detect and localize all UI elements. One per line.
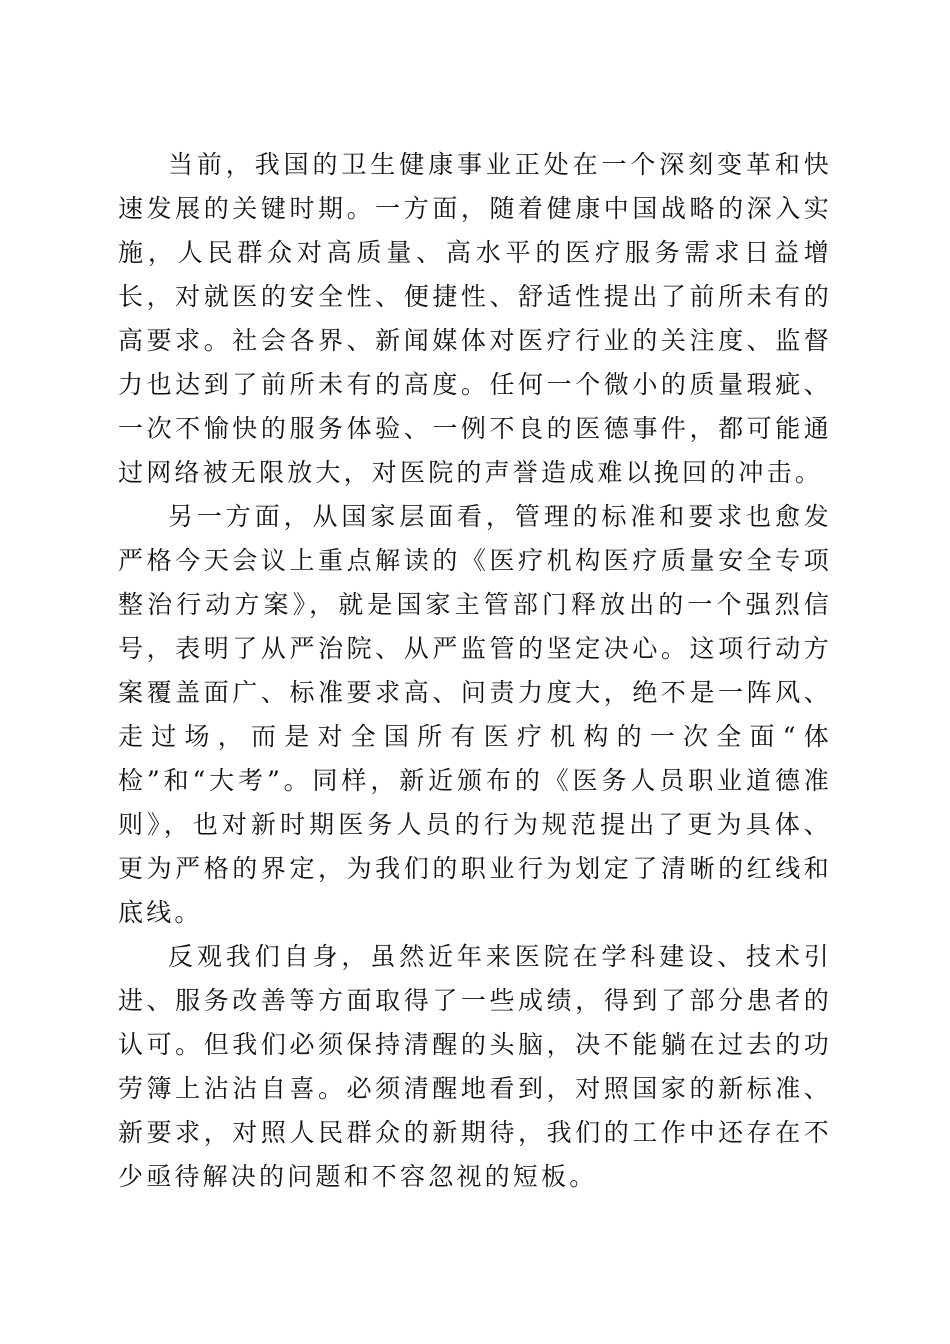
- document-body: [118, 143, 832, 1199]
- paragraph-3: 反观我们自身，虽然近年来医院在学科建设、技术引进、服务改善等方面取得了一些成绩，得到了部分患者的认可。但我们必须保持清醒的头脑，决不能躺在过去的功劳簿上沾沾自喜。必须清醒地看到，对照国家的新标准、新要求，对照人民群众的新期待，我们的工作中还存在不少亟待解决的问题和不容忽视的短板。: [118, 942, 832, 1191]
- paragraph-2: 另一方面，从国家层面看，管理的标准和要求也愈发严格今天会议上重点解读的《医疗机构医疗质量安全专项整治行动方案》，就是国家主管部门释放出的一个强烈信号，表明了从严治院、从严监管的坚定决心。这项行动方案覆盖面广、标准要求高、问责力度大，绝不是一阵风、走过场，而是对全国所有医疗机构的一次全面“体检”和“大考”。同样，新近颁布的《医务人员职业道德准则》，也对新时期医务人员的行为规范提出了更为具体、更为严格的界定，为我们的职业行为划定了清晰的红线和底线。: [118, 502, 832, 927]
- paragraph-1: 当前，我国的卫生健康事业正处在一个深刻变革和快速发展的关键时期。一方面，随着健康中国战略的深入实施，人民群众对高质量、高水平的医疗服务需求日益增长，对就医的安全性、便捷性、舒适性提出了前所未有的高要求。社会各界、新闻媒体对医疗行业的关注度、监督力也达到了前所未有的高度。任何一个微小的质量瑕疵、一次不愉快的服务体验、一例不良的医德事件，都可能通过网络被无限放大，对医院的声誉造成难以挽回的冲击。: [118, 150, 832, 487]
